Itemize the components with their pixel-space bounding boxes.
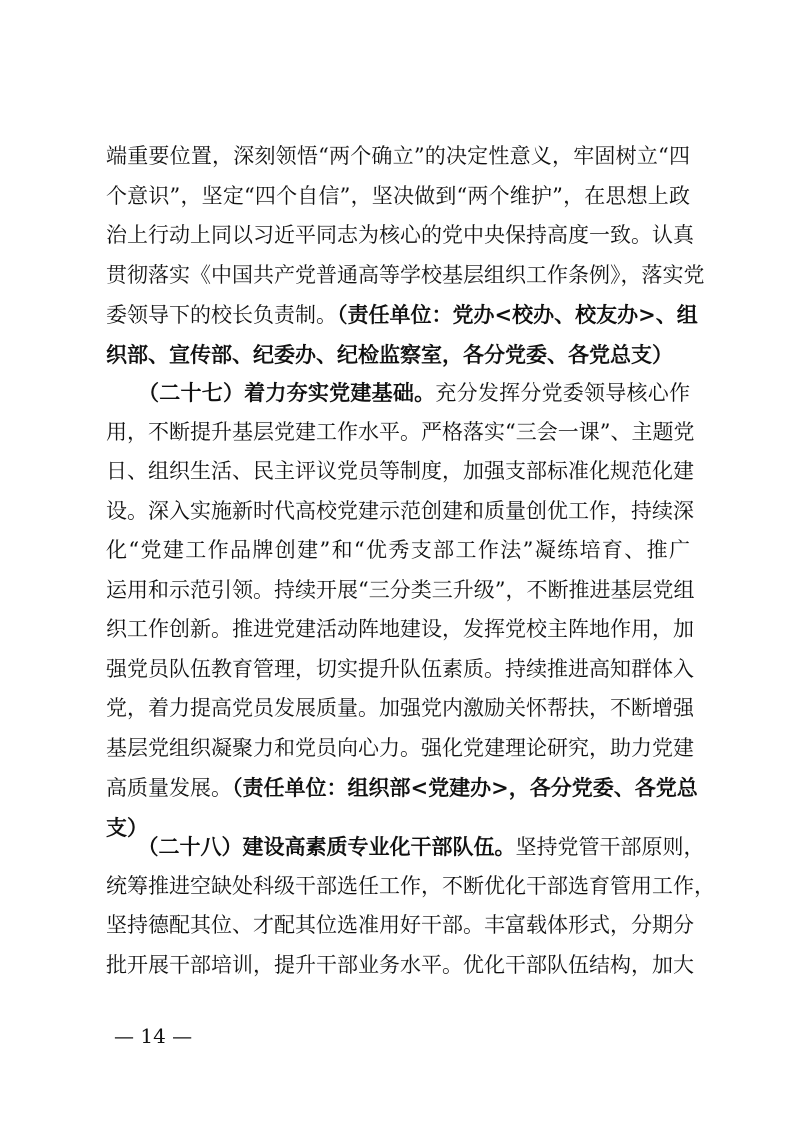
text-run: 基层党组织凝聚力和党员向心力。强化党建理论研究，助力党建 — [106, 735, 694, 760]
text-line — [106, 373, 690, 413]
text-line — [106, 295, 698, 335]
text-line — [106, 650, 694, 690]
text-run: 端重要位置，深刻领悟“两个确立”的决定性意义，牢固树立“四 — [106, 144, 690, 168]
text-line — [106, 827, 705, 867]
text-run: 坚持党管干部原则， — [515, 835, 705, 859]
text-run: 化“党建工作品牌创建”和“优秀支部工作法”凝练培育、推广 — [106, 538, 690, 562]
text-line — [106, 571, 695, 611]
text-line — [106, 335, 690, 375]
text-line — [106, 492, 694, 532]
text-run: 日、组织生活、民主评议党员等制度，加强支部标准化规范化建 — [106, 459, 694, 483]
text-run: 用，不断提升基层党建工作水平。严格落实“三会一课”、主题党 — [106, 419, 695, 444]
bold-text-run: （责任单位：党办<校办、校友办>、组 — [337, 302, 698, 327]
text-line — [106, 867, 715, 907]
text-line — [106, 177, 690, 217]
text-run: 织工作创新。推进党建活动阵地建设，发挥党校主阵地作用，加 — [106, 617, 694, 641]
text-line — [106, 452, 694, 492]
bold-text-run: 支） — [106, 814, 148, 840]
text-run: 委领导下的校长负责制。 — [106, 303, 337, 327]
text-line — [106, 531, 690, 571]
text-line — [106, 610, 694, 650]
text-line — [106, 216, 694, 256]
text-line — [106, 729, 694, 769]
text-line — [106, 689, 694, 729]
text-run: 运用和示范引领。持续开展“三分类三升级”，不断推进基层党组 — [106, 577, 695, 602]
text-run: 治上行动上同以习近平同志为核心的党中央保持高度一致。认真 — [106, 223, 694, 247]
text-line — [106, 137, 690, 177]
paragraph-1 — [106, 137, 705, 374]
bold-text-run: （二十八）建设高素质专业化干部队伍。 — [106, 834, 516, 859]
text-line — [106, 256, 705, 296]
paragraph-28-cadre-team — [106, 827, 715, 985]
page-number: — 14 — — [114, 1024, 193, 1048]
text-run: 高质量发展。 — [106, 776, 232, 800]
text-line — [106, 946, 694, 986]
bold-text-run: （二十七）着力夯实党建基础。 — [106, 380, 436, 405]
text-run: 强党员队伍教育管理，切实提升队伍素质。持续推进高知群体入 — [106, 656, 694, 681]
text-run: 个意识”，坚定“四个自信”，坚决做到“两个维护”，在思想上政 — [106, 183, 690, 208]
text-run: 统筹推进空缺处科级干部选任工作，不断优化干部选育管用工作， — [106, 873, 715, 898]
text-run: 党，着力提高党员发展质量。加强党内激励关怀帮扶，不断增强 — [106, 696, 694, 720]
text-line — [106, 768, 698, 808]
text-run: 贯彻落实《中国共产党普通高等学校基层组织工作条例》，落实党 — [106, 262, 705, 287]
bold-text-run: 织部、宣传部、纪委办、纪检监察室，各分党委、各党总支） — [106, 341, 673, 367]
text-run: 充分发挥分党委领导核心作 — [435, 381, 691, 405]
text-run: 设。深入实施新时代高校党建示范创建和质量创优工作，持续深 — [106, 498, 694, 523]
text-run: 坚持德配其位、才配其位选准用好干部。丰富载体形式，分期分 — [106, 913, 694, 937]
paragraph-27-party-building — [106, 373, 698, 847]
text-line — [106, 906, 694, 946]
text-line — [106, 413, 695, 453]
bold-text-run: （责任单位：组织部<党建办>，各分党委、各党总 — [232, 775, 698, 800]
text-run: 批开展干部培训，提升干部业务水平。优化干部队伍结构，加大 — [106, 952, 694, 977]
